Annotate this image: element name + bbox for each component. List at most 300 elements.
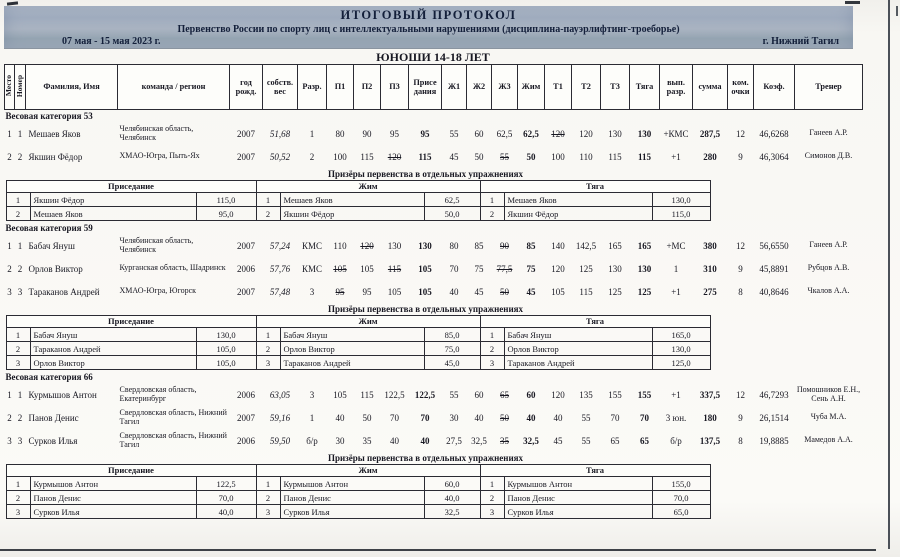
- athlete-region: Челябинская область, Челябинск: [119, 235, 194, 254]
- attempt-value: 120: [551, 389, 565, 400]
- prize-result: 130,0: [196, 328, 256, 342]
- athlete-region: Свердловская область, Нижний Тагил: [119, 407, 227, 426]
- attempt-value: 60: [474, 128, 484, 139]
- vertical-label: Место: [4, 75, 14, 97]
- column-header-6: собств. вес: [263, 65, 298, 110]
- number-value: 1: [17, 128, 23, 139]
- column-header-12: Ж1: [442, 65, 467, 110]
- athlete-name: Орлов Виктор: [28, 263, 83, 274]
- prize-result: 130,0: [652, 193, 710, 207]
- number-value: 3: [17, 286, 23, 297]
- attempt-value: 55: [581, 435, 591, 446]
- column-header-2: [15, 65, 26, 110]
- athlete-row: [5, 234, 863, 257]
- column-header-13: Ж2: [467, 65, 492, 110]
- attempt-value: 40: [553, 412, 563, 423]
- coach-name: Симонов Д.В.: [804, 151, 853, 161]
- category-row: [5, 110, 863, 123]
- athlete-region: ХМАО-Югра, Югорск: [119, 286, 197, 296]
- attempt-value: 40: [420, 435, 430, 446]
- prize-rank: 1: [256, 193, 280, 207]
- prize-rank: 1: [256, 328, 280, 342]
- birth-year: 2007: [237, 240, 255, 251]
- prize-athlete-name: Бабач Януш: [280, 328, 424, 342]
- prize-rank: 1: [480, 477, 504, 491]
- attempt-value: 50: [500, 286, 509, 297]
- column-header-18: Т3: [601, 65, 630, 110]
- coefficient: 45,8891: [759, 263, 789, 274]
- prize-rank: 2: [480, 207, 504, 221]
- column-header-11: Присе дания: [409, 65, 442, 110]
- earned-rank: +1: [671, 151, 681, 162]
- prize-athlete-name: Тараканов Андрей: [504, 356, 652, 370]
- attempt-value: 130: [387, 240, 402, 251]
- prize-exercise-header: Жим: [256, 316, 480, 328]
- place-value: 1: [7, 240, 12, 251]
- athlete-region: ХМАО-Югра, Пыть-Ях: [119, 151, 200, 161]
- earned-rank: б/р: [670, 435, 682, 446]
- prize-athlete-name: Панов Денис: [280, 491, 424, 505]
- prize-rank: 1: [6, 193, 30, 207]
- athlete-row: [5, 280, 863, 303]
- prize-title: Призёры первенства в отдельных упражнениях: [327, 453, 524, 463]
- prize-rank: 1: [256, 477, 280, 491]
- athlete-name: Бабач Януш: [28, 240, 75, 251]
- entry-rank: б/р: [306, 435, 318, 446]
- category-title: Весовая категория 53: [5, 111, 93, 121]
- birth-year: 2006: [237, 435, 255, 446]
- prize-athlete-name: Якшин Фёдор: [504, 207, 652, 221]
- total-sum: 275: [703, 286, 717, 297]
- athlete-region: Курганская область, Шадринск: [119, 263, 226, 273]
- city: г. Нижний Тагил: [762, 36, 839, 48]
- attempt-value: 35: [362, 435, 372, 446]
- total-sum: 380: [703, 240, 717, 251]
- prize-header-row: [6, 465, 710, 477]
- attempt-value: 130: [608, 263, 622, 274]
- team-points: 8: [738, 435, 743, 446]
- prize-rank: 3: [6, 505, 30, 519]
- prize-result: 60,0: [424, 477, 480, 491]
- column-header-22: ком. очки: [728, 65, 754, 110]
- prize-row: [6, 505, 710, 519]
- prize-exercise-header: Жим: [256, 181, 480, 193]
- athlete-row: [5, 257, 863, 280]
- attempt-value: 60: [474, 389, 484, 400]
- entry-rank: 3: [309, 389, 315, 400]
- prize-rank: 2: [6, 342, 30, 356]
- scan-edge-vertical: [888, 0, 890, 549]
- prize-block-row: [5, 303, 863, 371]
- attempt-value: 75: [474, 263, 484, 274]
- team-points: 12: [736, 240, 745, 251]
- attempt-value: 62,5: [496, 128, 513, 139]
- attempt-value: 105: [333, 389, 347, 400]
- prize-athlete-name: Орлов Виктор: [30, 356, 196, 370]
- prize-rank: 2: [6, 491, 30, 505]
- attempt-value: 65: [640, 435, 649, 446]
- attempt-value: 40: [390, 435, 399, 446]
- body-weight: 57,48: [269, 286, 291, 297]
- attempt-value: 70: [390, 412, 399, 423]
- number-value: 1: [17, 240, 23, 251]
- prize-athlete-name: Курмышов Антон: [30, 477, 196, 491]
- place-value: 2: [7, 263, 12, 274]
- prize-header-row: [6, 316, 710, 328]
- attempt-value: 95: [390, 128, 399, 139]
- team-points: 12: [736, 128, 745, 139]
- athlete-name: Сурков Илья: [28, 435, 78, 446]
- attempt-value: 85: [474, 240, 484, 251]
- prize-exercise-header: Приседание: [6, 465, 256, 477]
- attempt-value: 65: [500, 389, 509, 400]
- prize-athlete-name: Мешаев Яков: [280, 193, 424, 207]
- prize-result: 155,0: [652, 477, 710, 491]
- coefficient: 46,7293: [759, 389, 789, 400]
- athlete-row: [5, 145, 863, 168]
- header-band: [4, 6, 853, 48]
- prize-athlete-name: Курмышов Антон: [504, 477, 652, 491]
- prize-athlete-name: Панов Денис: [504, 491, 652, 505]
- attempt-value: 122,5: [384, 389, 405, 400]
- coach-name: Мамедов А.А.: [804, 435, 853, 445]
- attempt-value: 105: [387, 286, 402, 297]
- date-range: 07 мая - 15 мая 2023 г.: [62, 36, 161, 48]
- entry-rank: КМС: [301, 263, 322, 274]
- column-header-9: П2: [354, 65, 381, 110]
- attempt-value: 32,5: [523, 435, 539, 446]
- athlete-region: Челябинская область, Челябинск: [119, 123, 194, 142]
- attempt-value: 155: [637, 389, 652, 400]
- attempt-value: 80: [449, 240, 459, 251]
- attempt-value: 115: [608, 151, 622, 162]
- attempt-value: 45: [526, 286, 536, 297]
- column-header-15: Жим: [518, 65, 545, 110]
- attempt-value: 105: [418, 286, 432, 297]
- prize-title: Призёры первенства в отдельных упражнениях: [327, 304, 524, 314]
- column-header-8: П1: [327, 65, 354, 110]
- prize-exercise-header: Приседание: [6, 316, 256, 328]
- prize-block: [5, 452, 863, 520]
- attempt-value: 125: [579, 263, 593, 274]
- entry-rank: 1: [309, 412, 315, 423]
- prize-exercise-header: Приседание: [6, 181, 256, 193]
- prize-rank: 2: [480, 491, 504, 505]
- place-value: 2: [7, 412, 12, 423]
- prize-athlete-name: Тараканов Андрей: [30, 342, 196, 356]
- coach-name: Чкалов А.А.: [807, 286, 850, 296]
- athlete-name: Панов Денис: [28, 412, 79, 423]
- column-header-23: Коэф.: [754, 65, 795, 110]
- coach-name: Рубцов А.В.: [807, 263, 850, 273]
- category-title: Весовая категория 59: [5, 223, 93, 233]
- coach-name: Ганеев А.Р.: [809, 128, 848, 138]
- results-table: [4, 64, 863, 520]
- prize-rank: 1: [480, 328, 504, 342]
- attempt-value: 40: [449, 286, 459, 297]
- prize-block-row: [5, 168, 863, 222]
- column-header-21: сумма: [693, 65, 728, 110]
- prize-exercise-header: Жим: [256, 465, 480, 477]
- birth-year: 2006: [237, 263, 255, 274]
- place-value: 1: [7, 389, 12, 400]
- prize-rank: 2: [256, 342, 280, 356]
- attempt-value: 90: [362, 128, 372, 139]
- prize-rank: 2: [256, 207, 280, 221]
- coefficient: 19,8885: [759, 435, 789, 446]
- attempt-value: 40: [474, 412, 484, 423]
- column-header-14: Ж3: [492, 65, 518, 110]
- document-subtitle: Первенство России по спорту лиц с интеллектуальными нарушениями (дисциплина-пауэрлифтинг-троеборье): [177, 23, 680, 35]
- attempt-value: 90: [500, 240, 509, 251]
- attempt-value: 130: [637, 263, 652, 274]
- prize-rank: 3: [256, 356, 280, 370]
- earned-rank: +1: [671, 286, 681, 297]
- number-value: 3: [17, 435, 23, 446]
- birth-year: 2007: [237, 286, 255, 297]
- attempt-value: 40: [526, 412, 536, 423]
- prize-row: [6, 477, 710, 491]
- attempt-value: 55: [449, 128, 459, 139]
- attempt-value: 95: [362, 286, 372, 297]
- prize-result: 40,0: [424, 491, 480, 505]
- place-value: 3: [7, 286, 12, 297]
- body-weight: 63,05: [269, 389, 291, 400]
- attempt-value: 110: [333, 240, 347, 251]
- entry-rank: 1: [309, 128, 315, 139]
- prize-table: [6, 315, 711, 370]
- birth-year: 2007: [237, 412, 255, 423]
- scan-artifact-tick: [896, 6, 898, 16]
- attempt-value: 70: [420, 412, 430, 423]
- scan-artifact-top-right: [845, 1, 860, 4]
- coefficient: 56,6550: [759, 240, 789, 251]
- prize-rank: 1: [480, 193, 504, 207]
- prize-row: [6, 356, 710, 370]
- age-group-title: ЮНОШИ 14-18 ЛЕТ: [376, 50, 490, 64]
- attempt-value: 130: [637, 128, 652, 139]
- column-header-20: вып. разр.: [660, 65, 693, 110]
- prize-rank: 2: [480, 342, 504, 356]
- attempt-value: 130: [418, 240, 432, 251]
- attempt-value: 85: [526, 240, 536, 251]
- prize-result: 130,0: [652, 342, 710, 356]
- prize-result: 70,0: [196, 491, 256, 505]
- earned-rank: +1: [671, 389, 681, 400]
- attempt-value: 105: [551, 286, 565, 297]
- entry-rank: КМС: [301, 240, 322, 251]
- vertical-label: Номер: [14, 74, 24, 97]
- attempt-value: 55: [581, 412, 591, 423]
- attempt-value: 100: [333, 151, 347, 162]
- prize-result: 115,0: [652, 207, 710, 221]
- prize-result: 32,5: [424, 505, 480, 519]
- total-sum: 180: [703, 412, 717, 423]
- total-sum: 137,5: [699, 435, 721, 446]
- number-value: 1: [17, 389, 23, 400]
- prize-athlete-name: Тараканов Андрей: [280, 356, 424, 370]
- birth-year: 2007: [237, 128, 255, 139]
- athlete-name: Якшин Фёдор: [28, 151, 83, 162]
- column-header-17: Т2: [572, 65, 601, 110]
- attempt-value: 50: [474, 151, 484, 162]
- prize-athlete-name: Орлов Виктор: [280, 342, 424, 356]
- prize-row: [6, 328, 710, 342]
- column-header-4: команда / регион: [118, 65, 230, 110]
- attempt-value: 70: [610, 412, 620, 423]
- column-header-7: Разр.: [298, 65, 327, 110]
- document-meta: [4, 36, 853, 47]
- attempt-value: 122,5: [414, 389, 436, 400]
- document-title: ИТОГОВЫЙ ПРОТОКОЛ: [340, 8, 517, 22]
- column-header-16: Т1: [545, 65, 572, 110]
- prize-rank: 2: [256, 491, 280, 505]
- prize-block: [5, 303, 863, 371]
- column-header-10: П3: [381, 65, 409, 110]
- earned-rank: 1: [673, 263, 679, 274]
- attempt-value: 27,5: [446, 435, 462, 446]
- number-value: 2: [17, 151, 23, 162]
- column-header-5: год рожд.: [230, 65, 263, 110]
- body-weight: 59,16: [269, 412, 291, 423]
- attempt-value: 55: [500, 151, 509, 162]
- attempt-value: 77,5: [496, 263, 513, 274]
- attempt-value: 45: [449, 151, 459, 162]
- prize-result: 75,0: [424, 342, 480, 356]
- prize-result: 115,0: [196, 193, 256, 207]
- category-row: [5, 222, 863, 234]
- prize-rank: 3: [480, 356, 504, 370]
- category-title: Весовая категория 66: [5, 372, 93, 382]
- prize-table: [6, 180, 711, 221]
- total-sum: 287,5: [699, 128, 721, 139]
- attempt-value: 70: [449, 263, 459, 274]
- place-value: 2: [7, 151, 12, 162]
- attempt-value: 105: [418, 263, 432, 274]
- attempt-value: 30: [449, 412, 459, 423]
- prize-result: 85,0: [424, 328, 480, 342]
- place-value: 1: [7, 128, 12, 139]
- team-points: 9: [738, 412, 743, 423]
- team-points: 9: [738, 151, 743, 162]
- prize-rank: 3: [480, 505, 504, 519]
- total-sum: 280: [703, 151, 717, 162]
- earned-rank: +МС: [666, 240, 686, 251]
- prize-athlete-name: Сурков Илья: [30, 505, 196, 519]
- total-sum: 310: [703, 263, 717, 274]
- prize-row: [6, 342, 710, 356]
- prize-exercise-header: Тяга: [480, 465, 710, 477]
- prize-result: 95,0: [196, 207, 256, 221]
- prize-exercise-header: Тяга: [480, 316, 710, 328]
- number-value: 2: [17, 263, 23, 274]
- body-weight: 51,68: [269, 128, 291, 139]
- birth-year: 2007: [237, 151, 255, 162]
- attempt-value: 115: [418, 151, 432, 162]
- prize-result: 50,0: [424, 207, 480, 221]
- attempt-value: 120: [579, 128, 593, 139]
- attempt-value: 50: [526, 151, 536, 162]
- attempt-value: 75: [526, 263, 536, 274]
- prize-row: [6, 491, 710, 505]
- earned-rank: 3 юн.: [665, 412, 687, 423]
- prize-block: [5, 168, 863, 222]
- prize-row: [6, 193, 710, 207]
- attempt-value: 115: [360, 151, 374, 162]
- prize-row: [6, 207, 710, 221]
- attempt-value: 115: [579, 286, 593, 297]
- attempt-value: 165: [637, 240, 652, 251]
- scan-edge-bottom: [0, 549, 876, 551]
- prize-athlete-name: Сурков Илья: [280, 505, 424, 519]
- attempt-value: 95: [420, 128, 430, 139]
- attempt-value: 115: [637, 151, 651, 162]
- attempt-value: 55: [449, 389, 459, 400]
- athlete-name: Мешаев Яков: [28, 128, 81, 139]
- coach-name: Ганеев А.Р.: [809, 240, 848, 250]
- attempt-value: 30: [335, 435, 345, 446]
- attempt-value: 50: [362, 412, 372, 423]
- prize-block-row: [5, 452, 863, 520]
- column-header-19: Тяга: [630, 65, 660, 110]
- athlete-row: [5, 429, 863, 452]
- prize-result: 62,5: [424, 193, 480, 207]
- prize-result: 40,0: [196, 505, 256, 519]
- attempt-value: 80: [335, 128, 345, 139]
- athlete-name: Курмышов Антон: [28, 389, 97, 400]
- prize-rank: 3: [6, 356, 30, 370]
- attempt-value: 140: [551, 240, 565, 251]
- attempt-value: 32,5: [471, 435, 487, 446]
- attempt-value: 110: [579, 151, 593, 162]
- entry-rank: 2: [309, 151, 315, 162]
- athlete-row: [5, 122, 863, 145]
- prize-athlete-name: Якшин Фёдор: [280, 207, 424, 221]
- prize-header-row: [6, 181, 710, 193]
- team-points: 8: [738, 286, 743, 297]
- attempt-value: 135: [579, 389, 593, 400]
- birth-year: 2006: [237, 389, 255, 400]
- coefficient: 26,1514: [759, 412, 789, 423]
- team-points: 9: [738, 263, 743, 274]
- attempt-value: 62,5: [523, 128, 539, 139]
- prize-table: [6, 464, 711, 519]
- prize-result: 70,0: [652, 491, 710, 505]
- attempt-value: 120: [360, 240, 374, 251]
- prize-result: 125,0: [652, 356, 710, 370]
- attempt-value: 40: [335, 412, 345, 423]
- attempt-value: 130: [608, 128, 622, 139]
- prize-athlete-name: Панов Денис: [30, 491, 196, 505]
- attempt-value: 70: [640, 412, 649, 423]
- coefficient: 46,6268: [759, 128, 789, 139]
- total-sum: 337,5: [699, 389, 721, 400]
- coach-name: Помошников Е.Н., Сень А.Н.: [796, 384, 861, 403]
- prize-rank: 2: [6, 207, 30, 221]
- category-row: [5, 371, 863, 383]
- prize-title: Призёры первенства в отдельных упражнениях: [327, 169, 524, 179]
- prize-athlete-name: Мешаев Яков: [504, 193, 652, 207]
- column-header-3: Фамилия, Имя: [26, 65, 118, 110]
- attempt-value: 100: [551, 151, 565, 162]
- attempt-value: 115: [360, 389, 374, 400]
- body-weight: 57,24: [269, 240, 291, 251]
- prize-athlete-name: Якшин Фёдор: [30, 193, 196, 207]
- athlete-region: Свердловская область, Нижний Тагил: [119, 430, 227, 449]
- prize-athlete-name: Орлов Виктор: [504, 342, 652, 356]
- prize-athlete-name: Бабач Януш: [30, 328, 196, 342]
- attempt-value: 155: [608, 389, 622, 400]
